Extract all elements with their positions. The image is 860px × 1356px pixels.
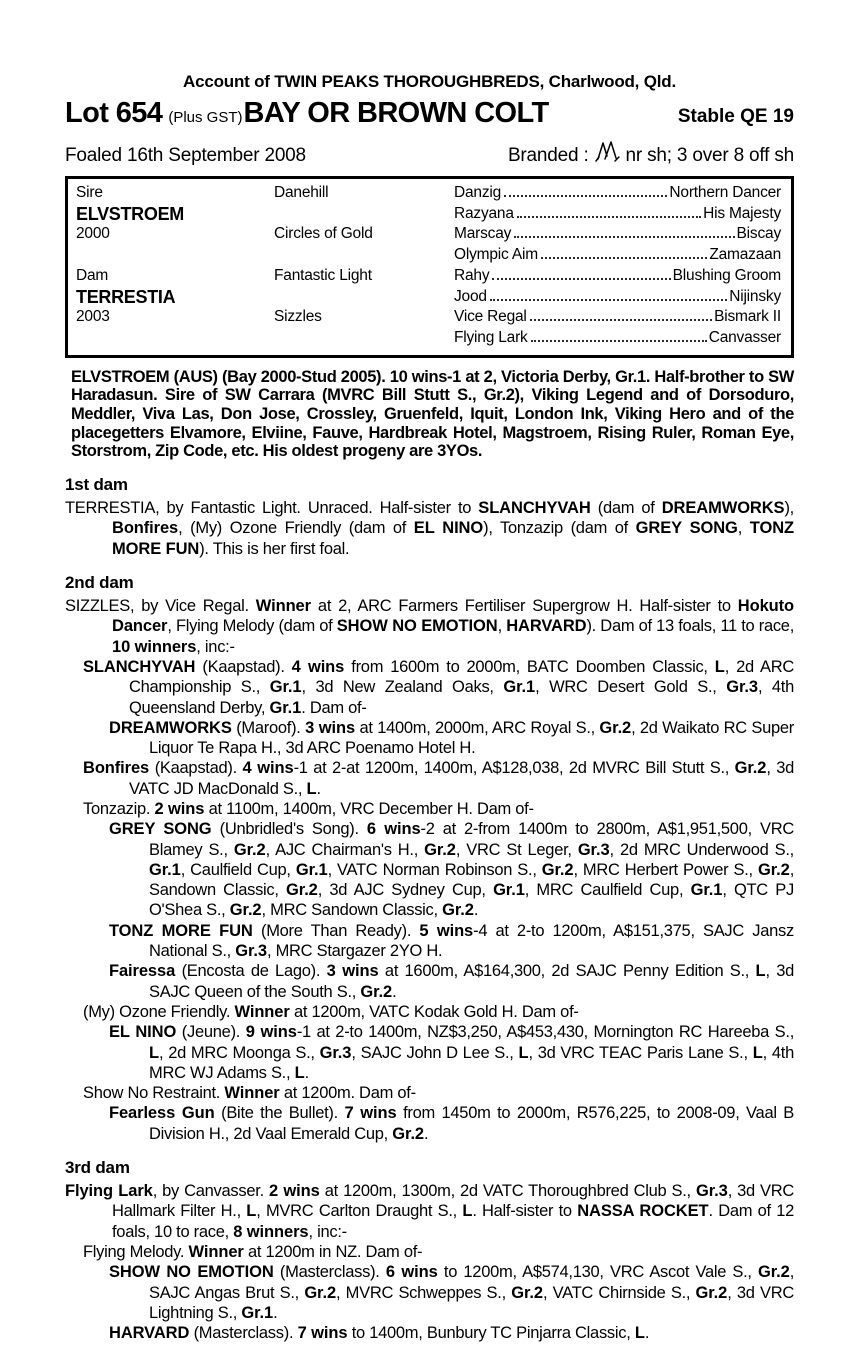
plain-text: ). Dam of 13 foals, 11 to race, [586,617,795,636]
black-type-text: L [634,1324,645,1343]
plain-text: , 3d VRC Hallmark Filter H., [112,1182,795,1221]
pedigree-entry [109,819,794,920]
plain-text: , 2d MRC Underwood S., [609,840,794,859]
plain-text: , MRC Stargazer 2YO H. [266,942,443,961]
plain-text: . [316,779,321,798]
black-type-text: Gr.2 [229,901,262,920]
plain-text: , VATC Chirnside S., [542,1283,696,1302]
black-type-text: Fearless Gun [109,1104,215,1123]
brand-description: nr sh; 3 over 8 off sh [625,145,794,166]
sire-race-record-summary [71,368,794,462]
black-type-text: 10 winners [112,637,197,656]
lot-number: Lot 654 [65,97,163,129]
plain-text: from 1450m to 2000m, R576,225, to 2008-09, Vaal B Division H., 2d Vaal Emerald Cup, [149,1104,794,1143]
dotted-leader [514,236,734,238]
ggp-left: Danzig [454,184,502,201]
plain-text: , SAJC John D Lee S., [351,1043,519,1062]
plain-text: Flying Melody. [83,1242,189,1261]
plain-text: at 1200m, 1300m, 2d VATC Thoroughbred Club S., [319,1182,696,1201]
pedigree-entry [83,657,794,718]
plain-text: (Maroof). [231,718,306,737]
black-type-text: Gr.2 [734,759,767,778]
plain-text: at 1200m in NZ. Dam of- [243,1242,423,1261]
plain-text: to 1400m, Bunbury TC Pinjarra Classic, [347,1324,635,1343]
plain-text: to 1200m, A$574,130, VRC Ascot Vale S., [437,1263,758,1282]
ggp-left: Vice Regal [454,308,527,326]
black-type-text: Gr.1 [295,860,328,879]
plain-text: at 1200m, VATC Kodak Gold H. Dam of- [289,1002,579,1021]
plain-text: (More Than Ready). [252,921,420,940]
black-type-text: Winner [188,1242,244,1261]
black-type-text: L [518,1043,529,1062]
plain-text: ), [784,499,794,518]
ggp-row [454,287,781,308]
black-type-text: Gr.3 [235,942,267,961]
dotted-leader [541,257,707,259]
pedigree-entry [109,1323,794,1343]
black-type-text: Gr.2 [695,1283,728,1302]
plain-text: , 3d VATC JD MacDonald S., [129,759,795,798]
black-type-text: L [149,1043,159,1062]
black-type-text: 3 wins [305,718,356,737]
pedigree-entry [109,1022,794,1083]
plain-text: . Dam of 12 foals, 10 to race, [112,1202,794,1241]
black-type-text: Gr.1 [241,1303,274,1322]
branded-label: Branded : [507,145,589,166]
ggp-right: Biscay [736,225,781,243]
plain-text: (Masterclass). [189,1324,298,1343]
black-type-text: 8 winners [233,1222,309,1241]
black-type-text: 4 wins [291,657,345,676]
pedigree-entry [83,1083,794,1103]
plain-text: (Masterclass). [273,1263,386,1282]
plain-text: , MVRC Schweppes S., [336,1283,512,1302]
dam-section-heading: 3rd dam [65,1158,130,1178]
black-type-text: Bonfires [112,519,179,538]
black-type-text: HARVARD [506,617,587,636]
plain-text: at 1400m, 2000m, ARC Royal S., [355,718,600,737]
black-type-text: SHOW NO EMOTION [109,1263,274,1282]
plain-text: , Sandown Classic, [149,860,794,900]
dam-year: 2003 [76,308,110,326]
black-type-text: SLANCHYVAH [478,499,591,518]
dotted-leader [517,216,701,218]
plain-text: at 2, ARC Farmers Fertiliser Supergrow H. Half-sister to [310,597,738,616]
dotted-leader [504,195,667,197]
ggp-row [454,266,781,287]
black-type-text: Gr.2 [511,1283,543,1302]
black-type-text: GREY SONG [635,519,738,538]
plain-text: (dam of [590,499,662,518]
dam-section-heading: 2nd dam [65,573,134,593]
black-type-text: Bonfires [83,759,150,778]
pedigree-entry [83,799,794,819]
dotted-leader [530,319,712,321]
black-type-text: SLANCHYVAH [83,657,196,676]
plain-text: (Bite the Bullet). [214,1104,345,1123]
pedigree-entry [109,718,794,759]
plain-text: at 1100m, 1400m, VRC December H. Dam of- [204,800,534,818]
black-type-text: 4 wins [242,759,294,778]
pedigree-entry [83,1242,794,1262]
black-type-text: TONZ MORE FUN [109,921,253,940]
plain-text: . [424,1124,429,1143]
black-type-text: DREAMWORKS [109,718,232,737]
black-type-text: 2 wins [154,800,205,818]
plain-text: , MRC Herbert Power S., [573,860,758,879]
plain-text: , 3d New Zealand Oaks, [301,678,504,697]
black-type-text: Winner [255,597,311,616]
ggp-right: His Majesty [703,204,781,222]
dotted-leader [531,340,707,342]
black-type-text: Gr.2 [286,881,318,900]
pedigree-entry [109,961,794,1002]
black-type-text: Gr.2 [304,1283,337,1302]
ggp-right: Blushing Groom [672,266,781,284]
black-type-text: L [752,1043,763,1062]
plain-text: -1 at 2-to 1400m, NZ$3,250, A$453,430, Mornington RC Hareeba S., [296,1023,794,1042]
vendor-account-line: Account of TWIN PEAKS THOROUGHBREDS, Charlwood, Qld. [183,72,676,91]
plain-text: , 2d MRC Moonga S., [158,1043,320,1062]
black-type-text: GREY SONG [109,820,212,839]
plain-text: ). This is her first foal. [199,539,350,558]
grandsire: Danehill [274,184,329,201]
plain-text: (Kaapstad). [195,657,292,676]
plain-text: (Encosta de Lago). [175,962,327,981]
plain-text: . [473,901,479,920]
black-type-text: 6 wins [366,820,421,839]
black-type-text: Gr.2 [233,840,266,859]
plain-text: , SAJC Angas Brut S., [149,1263,795,1302]
ggp-row [454,204,781,225]
plain-text: (My) Ozone Friendly. [83,1002,235,1021]
black-type-text: Gr.2 [757,1263,790,1282]
black-type-text: Winner [234,1002,290,1021]
plain-text: , 3d VRC TEAC Paris Lane S., [528,1043,753,1062]
black-type-text: L [714,657,725,676]
plain-text: , (My) Ozone Friendly (dam of [178,519,414,538]
pedigree-entry [65,1181,794,1242]
black-type-text: TONZ MORE FUN [112,519,794,558]
plain-text: , 3d AJC Sydney Cup, [317,881,494,900]
black-type-text: Gr.2 [392,1124,425,1143]
plain-text: , Caulfield Cup, [180,860,296,879]
stable-number: Stable QE 19 [677,106,794,127]
dotted-leader [490,299,727,301]
ggp-row [454,183,781,204]
ggp-right: Northern Dancer [669,184,781,201]
plain-text: Show No Restraint. [83,1084,225,1103]
black-type-text: EL NINO [109,1023,177,1042]
black-type-text: L [294,1063,305,1082]
dam-name: TERRESTIA [76,286,176,307]
plain-text: . [304,1063,309,1082]
plain-text: , AJC Chairman's H., [265,840,425,859]
ggp-right: Canvasser [708,328,781,346]
black-type-text: Gr.1 [493,881,525,900]
black-type-text: Gr.2 [757,860,790,879]
plain-text: , [737,519,750,538]
black-type-text: Gr.2 [360,982,393,1001]
black-type-text: ELVSTROEM (AUS) (Bay 2000-Stud 2005). 10 wins-1 at 2, Victoria Derby, Gr.1. Half-brother to SW Haradasun. Sire of SW Carrara (MVRC Bill Stutt S., Gr.2), Viking Legend and of Dorsoduro, Meddler, Viva Las, Don Jose, Crossley, Gruenfeld, Iquit, London Ink, Viking Hero and of the placegetters Elvamore, Elviine, Fauve, Hardbreak Hotel, Magstroem, Rising Ruler, Roman Eye, Storstrom, Zip Code, etc. His oldest progeny are 3YOs. [71,367,794,461]
pedigree-entry [83,1002,794,1022]
black-type-text: Hokuto Dancer [112,597,795,636]
granddam: Circles of Gold [274,225,373,243]
plain-text: , QTC PJ O'Shea S., [149,881,794,920]
ggp-left: Razyana [454,204,514,222]
plain-text: , 2d Waikato RC Super Liquor Te Rapa H., 3d ARC Poenamo Hotel H. [149,718,795,758]
plain-text: , 4th Queensland Derby, [129,678,795,717]
plain-text: , WRC Desert Gold S., [535,678,727,697]
black-type-text: Winner [224,1084,280,1103]
sire-year: 2000 [76,225,110,243]
plain-text: , 2d ARC Championship S., [129,657,795,697]
plain-text: , by Canvasser. [152,1182,269,1201]
plain-text: -2 at 2-from 1400m to 2800m, A$1,951,500, VRC Blamey S., [149,820,794,859]
black-type-text: L [246,1202,257,1221]
black-type-text: 9 wins [245,1023,297,1042]
plain-text: , [497,617,507,636]
pedigree-table [65,176,794,358]
ggp-left: Jood [454,287,487,305]
ggp-row [454,328,781,349]
plain-text: . [644,1324,650,1343]
black-type-text: Gr.1 [503,678,536,697]
plain-text: from 1600m to 2000m, BATC Doomben Classic, [344,657,715,676]
black-type-text: Gr.3 [319,1043,352,1062]
black-type-text: L [462,1202,473,1221]
plain-text: . Dam of- [301,698,367,717]
plain-text: (Jeune). [176,1023,246,1042]
ggp-left: Marscay [454,225,512,243]
black-type-text: Gr.2 [442,901,474,920]
pedigree-entry [109,921,794,962]
damsire: Fantastic Light [274,266,372,284]
plain-text: -1 at 2-at 1200m, 1400m, A$128,038, 2d MVRC Bill Stutt S., [293,759,735,778]
plain-text: Tonzazip. [83,800,155,818]
black-type-text: 3 wins [326,962,379,981]
black-type-text: 7 wins [344,1104,397,1123]
foaled-branded-line [65,137,794,167]
twin-peaks-brand-mark-icon [594,140,621,170]
plain-text: , 3d VRC Lightning S., [149,1283,794,1322]
plain-text: , VRC St Leger, [455,840,578,859]
pedigree-entry [65,596,794,657]
plain-text: . Half-sister to [472,1202,578,1221]
black-type-text: Gr.3 [577,840,610,859]
black-type-text: Gr.1 [269,678,302,697]
pedigree-entry [109,1103,794,1144]
black-type-text: Gr.2 [424,840,456,859]
black-type-text: HARVARD [109,1324,190,1343]
plain-text: , 3d SAJC Queen of the South S., [149,962,794,1001]
ggp-left: Flying Lark [454,328,528,346]
sire-name: ELVSTROEM [76,203,184,224]
plain-text: , MVRC Carlton Draught S., [256,1202,463,1221]
black-type-text: EL NINO [413,519,484,538]
black-type-text: 2 wins [269,1182,320,1201]
black-type-text: 7 wins [297,1324,348,1343]
ggp-right: Nijinsky [729,287,781,305]
plain-text: -4 at 2-to 1200m, A$151,375, SAJC Jansz National S., [149,921,794,961]
black-type-text: Fairessa [109,962,176,981]
black-type-text: Gr.1 [149,860,181,879]
plain-text: TERRESTIA, by Fantastic Light. Unraced. Half-sister to [65,499,479,518]
black-type-text: L [755,962,766,981]
lot-title: BAY OR BROWN COLT [243,97,549,129]
black-type-text: Gr.1 [690,881,723,900]
plain-text: , Flying Melody (dam of [167,617,337,636]
black-type-text: NASSA ROCKET [577,1202,709,1221]
plain-text: (Kaapstad). [149,759,243,778]
plain-text: , inc:- [308,1222,347,1241]
sire-role-label: Sire [76,184,103,201]
dam-role-label: Dam [76,266,109,284]
foaled-date: Foaled 16th September 2008 [65,145,306,166]
black-type-text: Gr.3 [695,1182,728,1201]
plain-text: , MRC Sandown Classic, [261,901,443,920]
plain-text: , 4th MRC WJ Adams S., [149,1043,794,1082]
plain-text: , VATC Norman Robinson S., [327,860,542,879]
dotted-leader [492,278,670,280]
plain-text: (Unbridled's Song). [211,820,367,839]
pedigree-entry [83,758,794,799]
pedigree-entry [65,498,794,559]
black-type-text: Gr.2 [541,860,574,879]
plain-text: at 1600m, A$164,300, 2d SAJC Penny Edition S., [378,962,756,981]
plain-text: SIZZLES, by Vice Regal. [65,597,256,616]
ggp-row [454,307,781,328]
second-dam-name: Sizzles [274,308,322,326]
plain-text: , inc:- [196,637,235,656]
lot-header [65,97,794,130]
black-type-text: Gr.2 [599,718,632,737]
ggp-row [454,245,781,266]
black-type-text: 6 wins [385,1263,438,1282]
black-type-text: Gr.1 [269,698,302,717]
dam-sections [65,475,794,1343]
black-type-text: Flying Lark [65,1182,153,1201]
pedigree-entry [109,1262,794,1323]
gst-note: (Plus GST) [168,109,243,126]
plain-text: . [392,982,397,1001]
plain-text: at 1200m. Dam of- [279,1084,416,1103]
black-type-text: DREAMWORKS [661,499,785,518]
dam-section-heading: 1st dam [65,475,128,495]
ggp-right: Zamazaan [709,246,781,264]
plain-text: , MRC Caulfield Cup, [524,881,691,900]
black-type-text: Gr.3 [726,678,758,697]
branded-info [508,137,794,167]
ggp-left: Olympic Aim [454,246,538,264]
black-type-text: L [306,779,317,798]
plain-text: ), Tonzazip (dam of [483,519,636,538]
ggp-right: Bismark II [714,308,781,326]
black-type-text: 5 wins [419,921,474,940]
ggp-left: Rahy [454,266,490,284]
plain-text: . [273,1303,278,1322]
ggp-row [454,224,781,245]
black-type-text: SHOW NO EMOTION [336,617,498,636]
